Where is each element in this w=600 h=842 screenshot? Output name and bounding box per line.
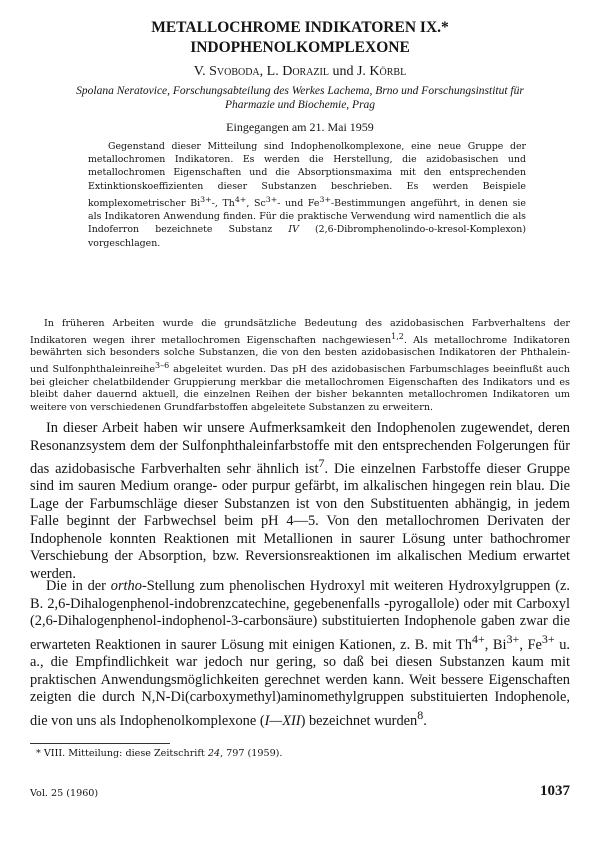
superscript: 3+ [265, 194, 278, 204]
affiliation [30, 84, 570, 112]
abstract-text: , Sc [246, 197, 266, 209]
body-paragraph-1 [30, 420, 570, 583]
body-paragraph-2 [30, 578, 570, 730]
abstract [88, 140, 526, 250]
body-text: Die in der [46, 578, 111, 594]
italic-term: ortho [110, 578, 142, 594]
superscript: 3+ [506, 631, 520, 646]
intro-text: abgeleitet wurden. Das pH des azidobasischen Farbumschlages beeinflußt auch bei gleicher chelatbildender Gruppierung merkbar die metallochromen Eigenschaften des Indikators und es bleibt daher dauernd aktuell, die einzelnen Reihen der bisher bekannten metallochromen Indikatoren um weitere von verschiedenen Grundfarbstoffen abgeleitete Substanzen zu erweitern. [30, 364, 570, 413]
abstract-text: -Bestimmungen angeführt, in denen sie als Indikatoren Anwendung finden. Für die praktische Verwendung wird namentlich die als Indoferron bezeichnete Substanz [88, 197, 526, 236]
body-text: . Die einzelnen Farbstoffe dieser Gruppe sind im sauren Medium orange- oder purpur gefärbt, im alkalischen hingegen rein blau. Die Lage der Farbumschläge dieser Substanzen ist von den Substituenten abhängig, in jedem Falle beginnt der Farbwechsel beim pH 4—5. Von den metallochromen Derivaten der Indophenole konnten Reaktionen mit Metallionen in saurer Lösung unter bathochromer Verschiebung der Absorption, bzw. Reversionsreaktionen im alkalischen Medium erwartet werden. [30, 460, 570, 582]
received-date: Eingegangen am 21. Mai 1959 [226, 120, 374, 134]
author-separator: und [328, 64, 357, 79]
author-name: J. Körbl [356, 64, 407, 79]
body-text: In dieser Arbeit haben wir unsere Aufmerksamkeit den Indophenolen zugewendet, deren Resonanzsystem dem der Sulfonphthaleinfarbstoffe mit den entsprechenden Folgerungen für das azidobasische Farbverhalten sehr ähnlich ist [30, 420, 570, 477]
article-title-line-2: INDOPHENOLKOMPLEXONE [190, 39, 410, 56]
volume-number: 24 [207, 748, 221, 759]
body-text: , Bi [484, 636, 507, 653]
body-text: , Fe [519, 636, 542, 653]
superscript: 4+ [471, 631, 485, 646]
compound-label: IV [288, 224, 299, 236]
author-name: L. Dorazil [266, 64, 329, 79]
journal-volume: Vol. 25 (1960) [30, 788, 99, 799]
footnote-text: , 797 (1959). [220, 748, 283, 759]
footnote-divider [30, 743, 170, 744]
superscript: 3+ [319, 194, 332, 204]
superscript: 4+ [234, 194, 247, 204]
footnote-text: * VIII. Mitteilung: diese Zeitschrift [36, 748, 208, 759]
abstract-text: -, Th [211, 197, 235, 209]
abstract-text: (2,6-Dibromphenolindo-o-kresol-Komplexon) vorgeschlagen. [88, 224, 527, 249]
superscript: 3+ [200, 194, 212, 204]
body-text: . [423, 712, 427, 729]
citation-ref: 1,2 [391, 331, 404, 341]
citation-ref: 7 [318, 456, 325, 470]
footnote [36, 748, 556, 760]
affiliation-line-1: Spolana Neratovice, Forschungsabteilung des Werkes Lachema, Brno und Forschungsinstitut für [76, 85, 524, 97]
author-list [60, 63, 540, 80]
compound-range: I—XII [264, 712, 301, 729]
article-title-line-1: METALLOCHROME INDIKATOREN IX.* [151, 19, 449, 36]
abstract-text: Gegenstand dieser Mitteilung sind Indophenolkomplexone, eine neue Gruppe der metallochromen Indikatoren. Es werden die Herstellung, die azidobasischen und metallochromen Eigenschaften und die Absorptionsmaxima mit den entsprechenden Extinktionskoeffizienten dieser Substanzen beschrieben. Es werden Beispiele komplexometrischer Bi [88, 141, 526, 209]
abstract-text: - und Fe [277, 197, 320, 209]
page-number: 1037 [540, 783, 570, 799]
citation-ref: 3–6 [155, 360, 170, 370]
intro-text: . Als metallochrome Indikatoren bewährten sich besonders solche Substanzen, die von den besten azidobasischen Indikatoren der Phthalein- und Sulfonphthaleinreihe [30, 334, 570, 376]
citation-ref: 8 [417, 707, 424, 722]
body-text: u. a., die Empfindlichkeit war jedoch nur gering, so daß bei diesen Substanzen kaum mit praktischen Anwendungsmöglichkeiten gerechnet werden kann. Weit bessere Eigenschaften zeigten die durch N,N-Di(carboxymethyl)aminomethylgruppen substituierten Indophenole, die von uns als Indophenolkomplexone ( [30, 636, 571, 729]
body-text: ) bezeichnet wurden [300, 712, 418, 729]
author-separator: , [259, 64, 267, 79]
body-text: -Stellung zum phenolischen Hydroxyl mit weiteren Hydroxylgruppen (z. B. 2,6-Dihalogenphenol-indobrenzcatechine, gegebenenfalls -pyrogallole) oder mit Carboxyl (2,6-Dihalogenphenol-indophenol-3-carbonsäure) substituierten Indophenole gaben zwar die erwarteten Reaktionen in saurer Lösung mit einigen Kationen, z. B. mit Th [30, 578, 570, 653]
affiliation-line-2: Pharmazie und Biochemie, Prag [224, 99, 376, 111]
superscript: 3+ [541, 631, 555, 646]
intro-text: In früheren Arbeiten wurde die grundsätzliche Bedeutung des azidobasischen Farbverhaltens der Indikatoren wegen ihrer metallochromen Eigenschaften nachgewiesen [30, 318, 570, 346]
author-name: V. Svoboda [193, 64, 260, 79]
intro-paragraph [30, 318, 570, 415]
